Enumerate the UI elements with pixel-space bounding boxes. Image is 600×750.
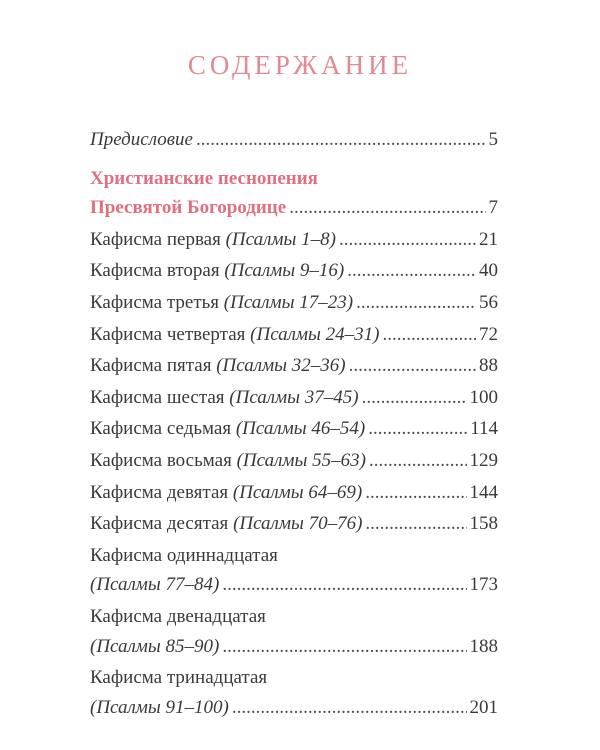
toc-entry-title: Кафисма первая [90,228,221,250]
dot-leader [289,193,485,223]
toc-entry-page: 114 [470,418,498,440]
toc-entry-kathisma-5[interactable] [90,351,498,381]
toc-entry-title: Кафисма четвертая [90,323,246,345]
toc-entry-hymns[interactable] [90,164,498,223]
toc-entry-page: 100 [469,386,498,408]
toc-entry-title: Кафисма одиннадцатая [90,544,278,566]
toc-entry-title: Кафисма тринадцатая [90,667,268,689]
toc-entry-page: 7 [488,197,498,219]
dot-leader [362,383,467,413]
toc-entry-page: 88 [479,355,498,377]
toc-entry-title: Кафисма пятая [90,355,212,377]
toc-entry-kathisma-13[interactable] [90,663,498,722]
dot-leader [339,225,476,255]
dot-leader [369,446,467,476]
toc-entry-subtitle: (Псалмы 46–54) [235,418,366,440]
toc-entry-page: 188 [469,635,498,657]
toc-entry-subtitle: (Псалмы 37–45) [229,386,359,408]
toc-entry-page: 40 [479,260,498,282]
dot-leader [356,288,476,318]
dot-leader [349,351,476,381]
toc-entry-page: 144 [469,481,498,503]
toc-entry-title: Кафисма восьмая [90,449,232,471]
toc-entry-page: 173 [469,574,498,596]
toc-entry-page: 72 [479,323,498,345]
toc-entry-subtitle: (Псалмы 70–76) [233,513,363,535]
toc-entry-kathisma-8[interactable] [90,446,498,476]
toc-entry-page: 158 [469,513,498,535]
toc-entry-subtitle: (Псалмы 77–84) [90,574,220,596]
toc-entry-title: Кафисма вторая [90,260,220,282]
toc-entry-subtitle: (Псалмы 1–8) [225,228,336,250]
toc-entry-subtitle: (Псалмы 24–31) [250,323,380,345]
dot-leader [368,414,467,444]
toc-entry-kathisma-12[interactable] [90,602,498,661]
toc-entry-kathisma-7[interactable] [90,414,498,444]
toc-entry-title-line2: Пресвятой Богородице [90,197,287,219]
toc-entry-subtitle: (Псалмы 9–16) [224,260,345,282]
toc-entry-kathisma-11[interactable] [90,541,498,600]
toc-entry-kathisma-10[interactable] [90,509,498,539]
dot-leader [365,509,466,539]
toc-entry-page: 201 [469,696,498,718]
toc-entry-title: Предисловие [90,129,193,150]
toc-entry-kathisma-9[interactable] [90,478,498,508]
toc-entry-kathisma-3[interactable] [90,288,498,318]
toc-entry-preface[interactable] [90,125,498,155]
table-of-contents [90,125,498,722]
toc-entry-title-line1: Христианские песнопения [90,167,318,189]
toc-entry-page: 5 [488,129,498,150]
dot-leader [347,256,476,286]
toc-entry-subtitle: (Псалмы 17–23) [223,291,354,313]
toc-entry-subtitle: (Псалмы 91–100) [90,696,229,718]
dot-leader [365,478,466,508]
toc-entry-title: Кафисма седьмая [90,418,232,440]
toc-entry-page: 129 [469,449,498,471]
toc-entry-title: Кафисма третья [90,291,220,313]
dot-leader [222,570,466,600]
toc-entry-subtitle: (Псалмы 85–90) [90,635,220,657]
toc-entry-subtitle: (Псалмы 55–63) [236,449,366,471]
dot-leader [222,632,466,662]
toc-entry-title: Кафисма десятая [90,513,229,535]
page-title: СОДЕРЖАНИЕ [187,50,413,80]
toc-entry-subtitle: (Псалмы 64–69) [232,481,363,503]
toc-entry-kathisma-1[interactable] [90,225,498,255]
toc-entry-kathisma-6[interactable] [90,383,498,413]
toc-entry-title: Кафисма двенадцатая [90,605,266,627]
toc-entry-title: Кафисма шестая [90,386,225,408]
toc-entry-kathisma-2[interactable] [90,256,498,286]
toc-entry-title: Кафисма девятая [90,481,229,503]
dot-leader [232,693,467,723]
toc-entry-subtitle: (Псалмы 32–36) [216,355,346,377]
dot-leader [383,320,477,350]
dot-leader [196,125,486,155]
toc-entry-page: 21 [479,228,498,250]
toc-entry-page: 56 [479,291,498,313]
toc-entry-kathisma-4[interactable] [90,320,498,350]
